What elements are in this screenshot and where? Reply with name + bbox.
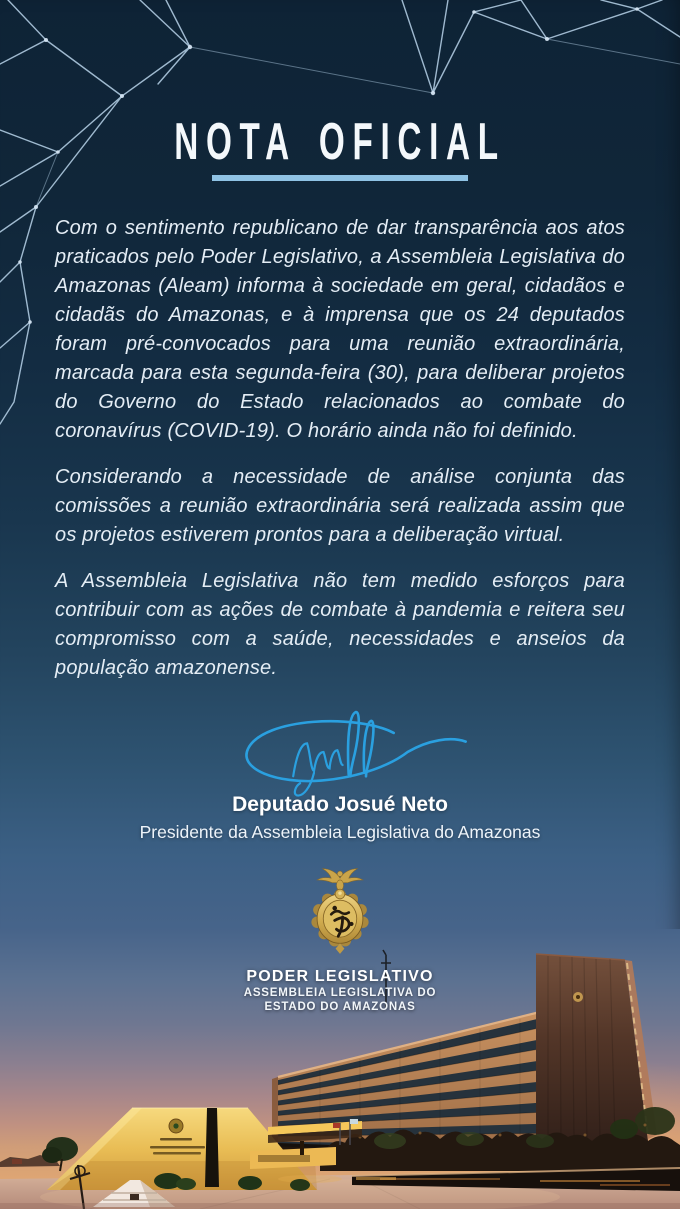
org-block [0, 864, 680, 1014]
flag [333, 1123, 340, 1128]
title-underline [212, 175, 468, 181]
signatory-name: Deputado Josué Neto [232, 793, 448, 816]
page-title: NOTA OFICIAL [174, 113, 506, 171]
signature-icon [190, 700, 490, 804]
org-name: PODER LEGISLATIVO [246, 968, 434, 985]
org-subtitle-line2: ESTADO DO AMAZONAS [264, 1000, 416, 1013]
paragraph-1: Com o sentimento republicano de dar transparência aos atos praticados pelo Poder Legislativo, a Assembleia Legislativa do Amazonas (Aleam) informa à sociedade em geral, cidadãos e cidadãs do Amazonas, e à imprensa que os 24 deputados foram pré-convocados para uma reunião extraordinária, marcada para esta segunda-feira (30), para deliberar projetos do Governo do Estado relacionados ao combate do coronavírus (COVID-19). O horário ainda não foi definido. [55, 217, 625, 442]
signature-block [0, 700, 680, 844]
note-body [55, 214, 625, 683]
signatory-role: Presidente da Assembleia Legislativa do Amazonas [139, 822, 541, 842]
paragraph-3: A Assembleia Legislativa não tem medido esforços para contribuir com as ações de combate à pandemia e reitera seu compromisso com a saúde, necessidades e anseios da população amazonense. [55, 570, 625, 679]
paragraph-2: Considerando a necessidade de análise conjunta das comissões a reunião extraordinária será realizada assim que os projetos estiverem prontos para a deliberação virtual. [55, 466, 625, 546]
aleam-crest-icon [296, 864, 384, 961]
flag [350, 1119, 358, 1124]
org-subtitle-line1: ASSEMBLEIA LEGISLATIVA DO [243, 987, 437, 999]
eagle-icon [317, 869, 363, 891]
